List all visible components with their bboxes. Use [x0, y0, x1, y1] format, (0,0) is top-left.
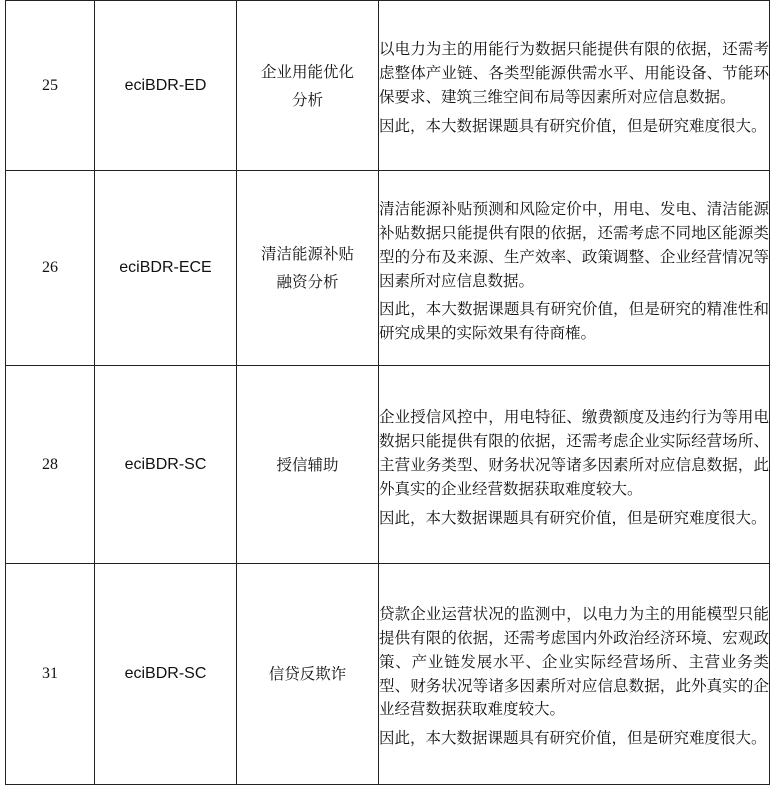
topic-code: eciBDR-ECE	[95, 171, 237, 366]
topic-assessment	[379, 564, 770, 785]
conclusion-text: 因此，本大数据课题具有研究价值，但是研究难度很大。	[379, 729, 767, 748]
conclusion-text: 因此，本大数据课题具有研究价值，但是研究难度很大。	[379, 116, 767, 135]
row-number: 31	[6, 564, 95, 785]
topic-name	[237, 366, 379, 564]
topic-assessment	[379, 1, 770, 171]
topic-code: eciBDR-ED	[95, 1, 237, 171]
conclusion-text: 因此，本大数据课题具有研究价值，但是研究的精准性和研究成果的实际效果有待商榷。	[379, 300, 769, 343]
topic-name	[237, 1, 379, 171]
topic-name-line: 企业用能优化	[260, 62, 354, 81]
topic-name-line: 清洁能源补贴	[260, 245, 354, 263]
row-number: 26	[6, 171, 95, 366]
row-number: 28	[6, 366, 95, 564]
description-text: 企业授信风控中，用电特征、缴费额度及违约行为等用电数据只能提供有限的依据，还需考虑企业实际经营场所、主营业务类型、财务状况等诸多因素所对应信息数据，此外真实的企业经营数据获取难度较大。	[379, 408, 769, 498]
table-row	[6, 1, 770, 171]
topic-name-line: 授信辅助	[276, 455, 339, 474]
conclusion-text: 因此，本大数据课题具有研究价值，但是研究难度很大。	[379, 508, 767, 527]
topic-assessment	[379, 171, 770, 366]
topic-name-line: 分析	[291, 90, 323, 109]
row-number: 25	[6, 1, 95, 171]
topic-code: eciBDR-SC	[95, 366, 237, 564]
research-topics-table	[5, 0, 770, 785]
topic-name-line: 信贷反欺诈	[268, 665, 347, 683]
table-row	[6, 171, 770, 366]
description-text: 贷款企业运营状况的监测中，以电力为主的用能模型只能提供有限的依据，还需考虑国内外政治经济环境、宏观政策、产业链发展水平、企业实际经营场所、主营业务类型、财务状况等诸多因素所对应信息数据，此外真实的企业经营数据获取难度较大。	[379, 604, 769, 719]
topic-name	[237, 171, 379, 366]
topic-assessment	[379, 366, 770, 564]
topic-name-line: 融资分析	[276, 273, 339, 291]
table-row	[6, 564, 770, 785]
description-text: 清洁能源补贴预测和风险定价中，用电、发电、清洁能源补贴数据只能提供有限的依据，还需考虑不同地区能源类型的分布及来源、生产效率、政策调整、企业经营情况等因素所对应信息数据。	[379, 199, 769, 290]
topic-code: eciBDR-SC	[95, 564, 237, 785]
description-text: 以电力为主的用能行为数据只能提供有限的依据，还需考虑整体产业链、各类型能源供需水平、用能设备、节能环保要求、建筑三维空间布局等因素所对应信息数据。	[379, 40, 769, 106]
topic-name	[237, 564, 379, 785]
table-row	[6, 366, 770, 564]
